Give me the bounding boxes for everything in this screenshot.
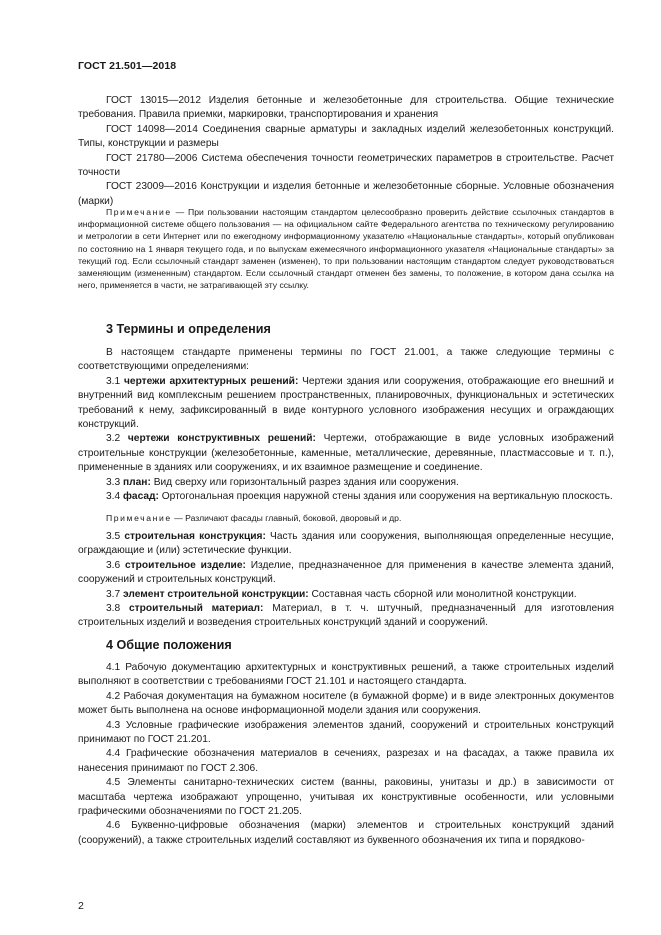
section-3-body-2 xyxy=(78,530,614,631)
term-item: 3.1 чертежи архитектурных решений: Чертежи здания или сооружения, отображающие его внешний и внутренний вид комплексным решением пространственных, планировочных, функциональных и эстетических требований к нему, зафиксированный в виде контурного условного изображения несущих и ограждающих конструкций. xyxy=(78,375,614,431)
reference-item: ГОСТ 14098—2014 Соединения сварные арматуры и закладных изделий железобетонных конструкций. Типы, конструкции и размеры xyxy=(78,123,614,150)
term-name: чертежи архитектурных решений: xyxy=(123,375,299,387)
note-text: — При пользовании настоящим стандартом целесообразно проверить действие ссылочных стандартов в информационной системе общего пользования — на официальном сайте Федерального агентства по техническому регулированию и метрологии в сети Интернет или по ежегодному информационному указателю «Национальные стандарты», который опубликован по состоянию на 1 января текущего года, и по выпускам ежемесячного информационного указателя «Национальные стандарты» за текущий год. Если ссылочный стандарт заменен (изменен), то при пользовании настоящим стандартом следует руководствоваться заменяющим (измененным) стандартом. Если ссылочный стандарт отменен без замены, то положение, в котором дана ссылка на него, применяется в части, не затрагивающей эту ссылку. xyxy=(78,207,614,291)
clause-item: 4.2 Рабочая документация на бумажном носителе (в бумажной форме) и в виде электронных документов может быть выполнена на основе информационной модели здания или сооружения. xyxy=(78,690,614,717)
clause-item: 4.1 Рабочую документацию архитектурных и конструктивных решений, а также строительных изделий выполняют в соответствии с требованиями ГОСТ 21.101 и настоящего стандарта. xyxy=(78,662,614,688)
term-definition: Часть здания или сооружения, выполняющая определенные несущие, ограждающие и (или) эстетические функции. xyxy=(78,531,614,557)
term-definition: Составная часть сборной или монолитной конструкции. xyxy=(308,588,577,600)
section-3-body xyxy=(78,346,614,504)
term-definition: Материал, в т. ч. штучный, предназначенный для изготовления строительных изделий и возведения строительных конструкций зданий и сооружений. xyxy=(78,603,614,629)
clause-item: 4.4 Графические обозначения материалов в сечениях, разрезах и на фасадах, а также правила их нанесения принимают по ГОСТ 2.306. xyxy=(78,748,614,774)
clause-item: 4.6 Буквенно-цифровые обозначения (марки) элементов и строительных конструкций зданий (сооружений), а также строительных изделий составляют из буквенного обозначения их типа и порядково- xyxy=(78,820,614,846)
term-name: элемент строительной конструкции: xyxy=(123,588,309,600)
section-4 xyxy=(78,638,614,652)
references-list xyxy=(78,94,614,209)
page-number: 2 xyxy=(78,900,84,912)
term-definition: Вид сверху или горизонтальный разрез здания или сооружения. xyxy=(150,476,459,488)
section-3 xyxy=(78,322,614,336)
term-name: строительная конструкция: xyxy=(124,531,266,542)
section-title: 4 Общие положения xyxy=(106,638,232,652)
term-definition: Чертежи здания или сооружения, отображающие его внешний и внутренний вид комплексным решением пространственных, планировочных, функциональных и эстетических требований к нему, зафиксированный в виде контурного условного изображения несущих и ограждающих конструкций. xyxy=(78,375,614,431)
term-item: 3.8 строительный материал: Материал, в т. ч. штучный, предназначенный для изготовления строительных изделий и возведения строительных конструкций зданий и сооружений. xyxy=(78,603,614,629)
term-item: 3.4 фасад: Ортогональная проекция наружной стены здания или сооружения на вертикальную плоскость. xyxy=(106,491,613,503)
note-label: Примечание xyxy=(106,513,172,523)
note-facades xyxy=(78,512,614,524)
term-item: 3.5 строительная конструкция: Часть здания или сооружения, выполняющая определенные несущие, ограждающие и (или) эстетические функции. xyxy=(78,531,614,557)
reference-item: ГОСТ 13015—2012 Изделия бетонные и железобетонные для строительства. Общие технические требования. Правила приемки, маркировки, транспортирования и хранения xyxy=(78,95,614,121)
term-item: 3.7 элемент строительной конструкции: Составная часть сборной или монолитной конструкции. xyxy=(106,588,577,600)
note-text: — Различают фасады главный, боковой, дворовый и др. xyxy=(171,513,402,523)
clause-item: 4.5 Элементы санитарно-технических систем (ванны, раковины, унитазы и др.) в зависимости от масштаба чертежа изображают упрощенно, учитывая их конструктивные особенности, или условными графическими обозначениями по ГОСТ 21.205. xyxy=(78,777,614,818)
term-item: 3.6 строительное изделие: Изделие, предназначенное для применения в качестве элемента зданий, сооружений и строительных конструкций. xyxy=(78,559,614,586)
term-definition: Изделие, предназначенное для применения в качестве элемента зданий, сооружений и строительных конструкций. xyxy=(78,559,614,586)
term-name: строительный материал: xyxy=(129,603,264,615)
term-definition: Чертежи, отображающие в виде условных изображений строительные конструкции (железобетонные, каменные, металлические, деревянные, пластмассовые и т. п.), примененные в зданиях или сооружениях, и их взаимное размещение и соединение. xyxy=(78,433,614,474)
reference-item: ГОСТ 23009—2016 Конструкции и изделия бетонные и железобетонные сборные. Условные обозначения (марки) xyxy=(78,181,614,207)
term-name: чертежи конструктивных решений: xyxy=(127,433,316,445)
section-intro: В настоящем стандарте применены термины по ГОСТ 21.001, а также следующие термины с соответствующими определениями: xyxy=(78,347,614,373)
term-name: фасад: xyxy=(123,491,159,503)
term-name: план: xyxy=(123,476,151,488)
section-title: 3 Термины и определения xyxy=(106,322,271,336)
clause-item: 4.3 Условные графические изображения элементов зданий, сооружений и строительных конструкций принимают по ГОСТ 21.201. xyxy=(78,719,614,746)
note-references xyxy=(78,206,614,291)
document-header: ГОСТ 21.501—2018 xyxy=(78,60,177,72)
section-4-body xyxy=(78,661,614,848)
term-definition: Ортогональная проекция наружной стены здания или сооружения на вертикальную плоскость. xyxy=(158,491,613,503)
reference-item: ГОСТ 21780—2006 Система обеспечения точности геометрических параметров в строительстве. Расчет точности xyxy=(78,152,614,179)
term-name: строительное изделие: xyxy=(125,559,246,571)
term-item: 3.2 чертежи конструктивных решений: Чертежи, отображающие в виде условных изображений строительные конструкции (железобетонные, каменные, металлические, деревянные, пластмассовые и т. п.), примененные в зданиях или сооружениях, и их взаимное размещение и соединение. xyxy=(78,433,614,474)
note-label: Примечание xyxy=(106,207,172,217)
term-item: 3.3 план: Вид сверху или горизонтальный разрез здания или сооружения. xyxy=(106,476,459,488)
